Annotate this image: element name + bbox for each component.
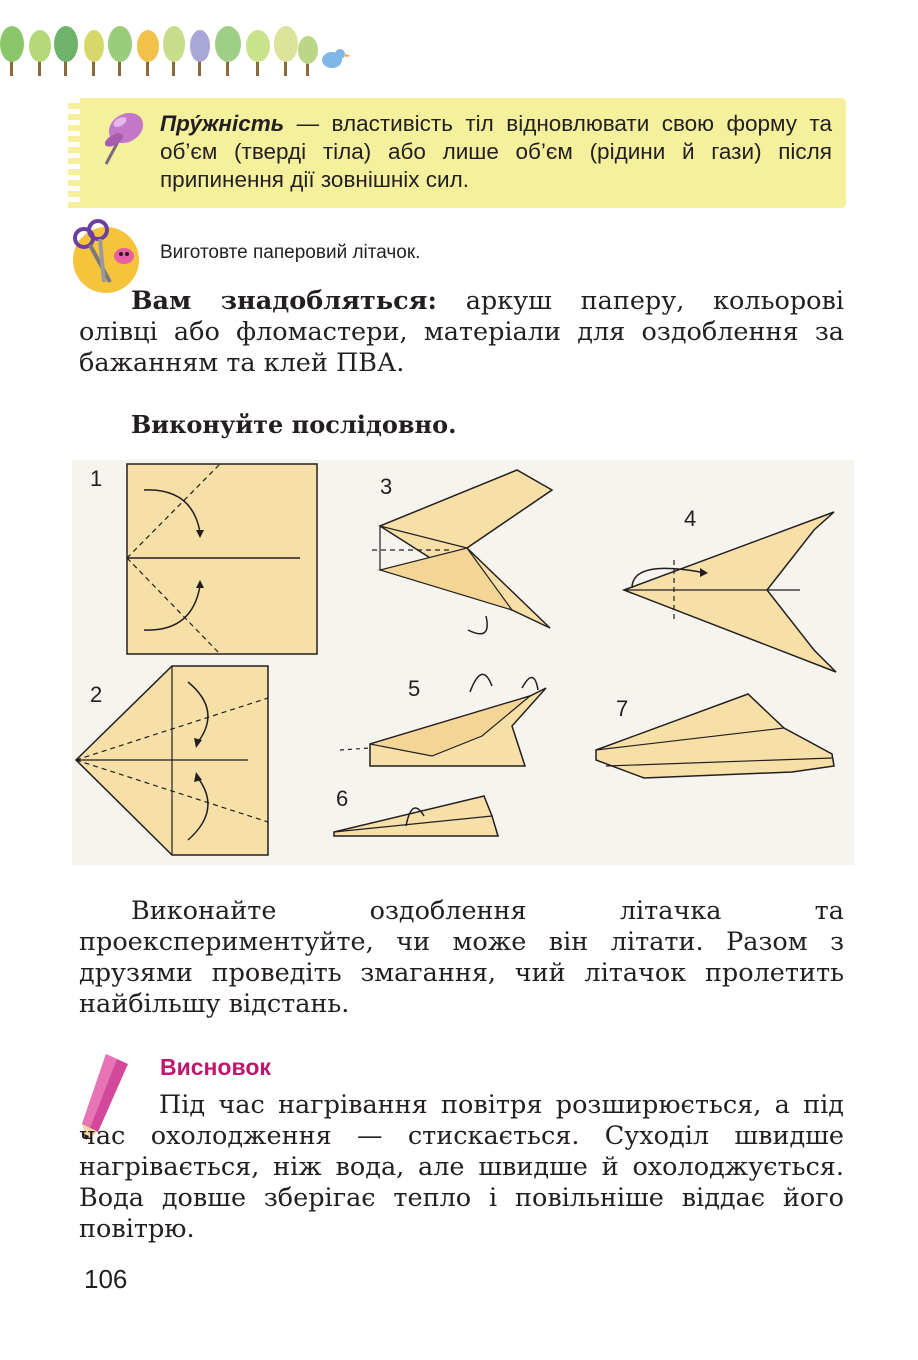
scissors-icon	[66, 218, 142, 294]
definition-body: — властивість тіл відновлювати свою форму та об’єм (тверді тіла) або лише об’єм (рідини й гази) після припинення дії зовнішніх сил.	[160, 111, 832, 192]
step-label: 7	[616, 696, 629, 721]
page-number: 106	[84, 1264, 128, 1294]
step-label: 5	[408, 676, 421, 701]
definition-box	[68, 98, 846, 208]
pin-icon	[96, 104, 148, 170]
step-label: 2	[90, 682, 103, 707]
materials-label: Вам знадобляться:	[131, 286, 437, 316]
task-text: Виготовте паперовий літачок.	[160, 242, 421, 263]
conclusion-text: Під час нагрівання повітря розширюється, а під час охолодження — стискається. Суходіл швидше нагрівається, ніж вода, але швидше й охолоджується. Вода довше зберігає тепло і повільніше віддає його повітрю.	[79, 1090, 844, 1244]
definition-term: Пру́жність	[160, 111, 285, 136]
step-label: 4	[684, 506, 697, 531]
paper-plane-folding-figure	[72, 460, 854, 865]
definition-text	[160, 110, 832, 194]
steps-heading: Виконуйте послідовно.	[131, 410, 457, 439]
step-label: 6	[336, 786, 349, 811]
step-label: 1	[90, 466, 103, 491]
notebook-holes	[68, 98, 80, 208]
materials-paragraph	[79, 286, 844, 379]
step-1-diagram	[127, 464, 317, 654]
experiment-paragraph: Виконайте оздоблення літачка та проекспериментуйте, чи може він літати. Разом з друзями проведіть змагання, чий літачок пролетить найбільшу відстань.	[79, 896, 844, 1019]
trees-decoration-icon	[0, 18, 360, 82]
step-label: 3	[380, 474, 393, 499]
conclusion-title: Висновок	[160, 1054, 271, 1080]
materials-text: аркуш паперу, кольорові олівці або фломастери, матеріали для оздоблення за бажанням та клей ПВА.	[79, 286, 845, 378]
